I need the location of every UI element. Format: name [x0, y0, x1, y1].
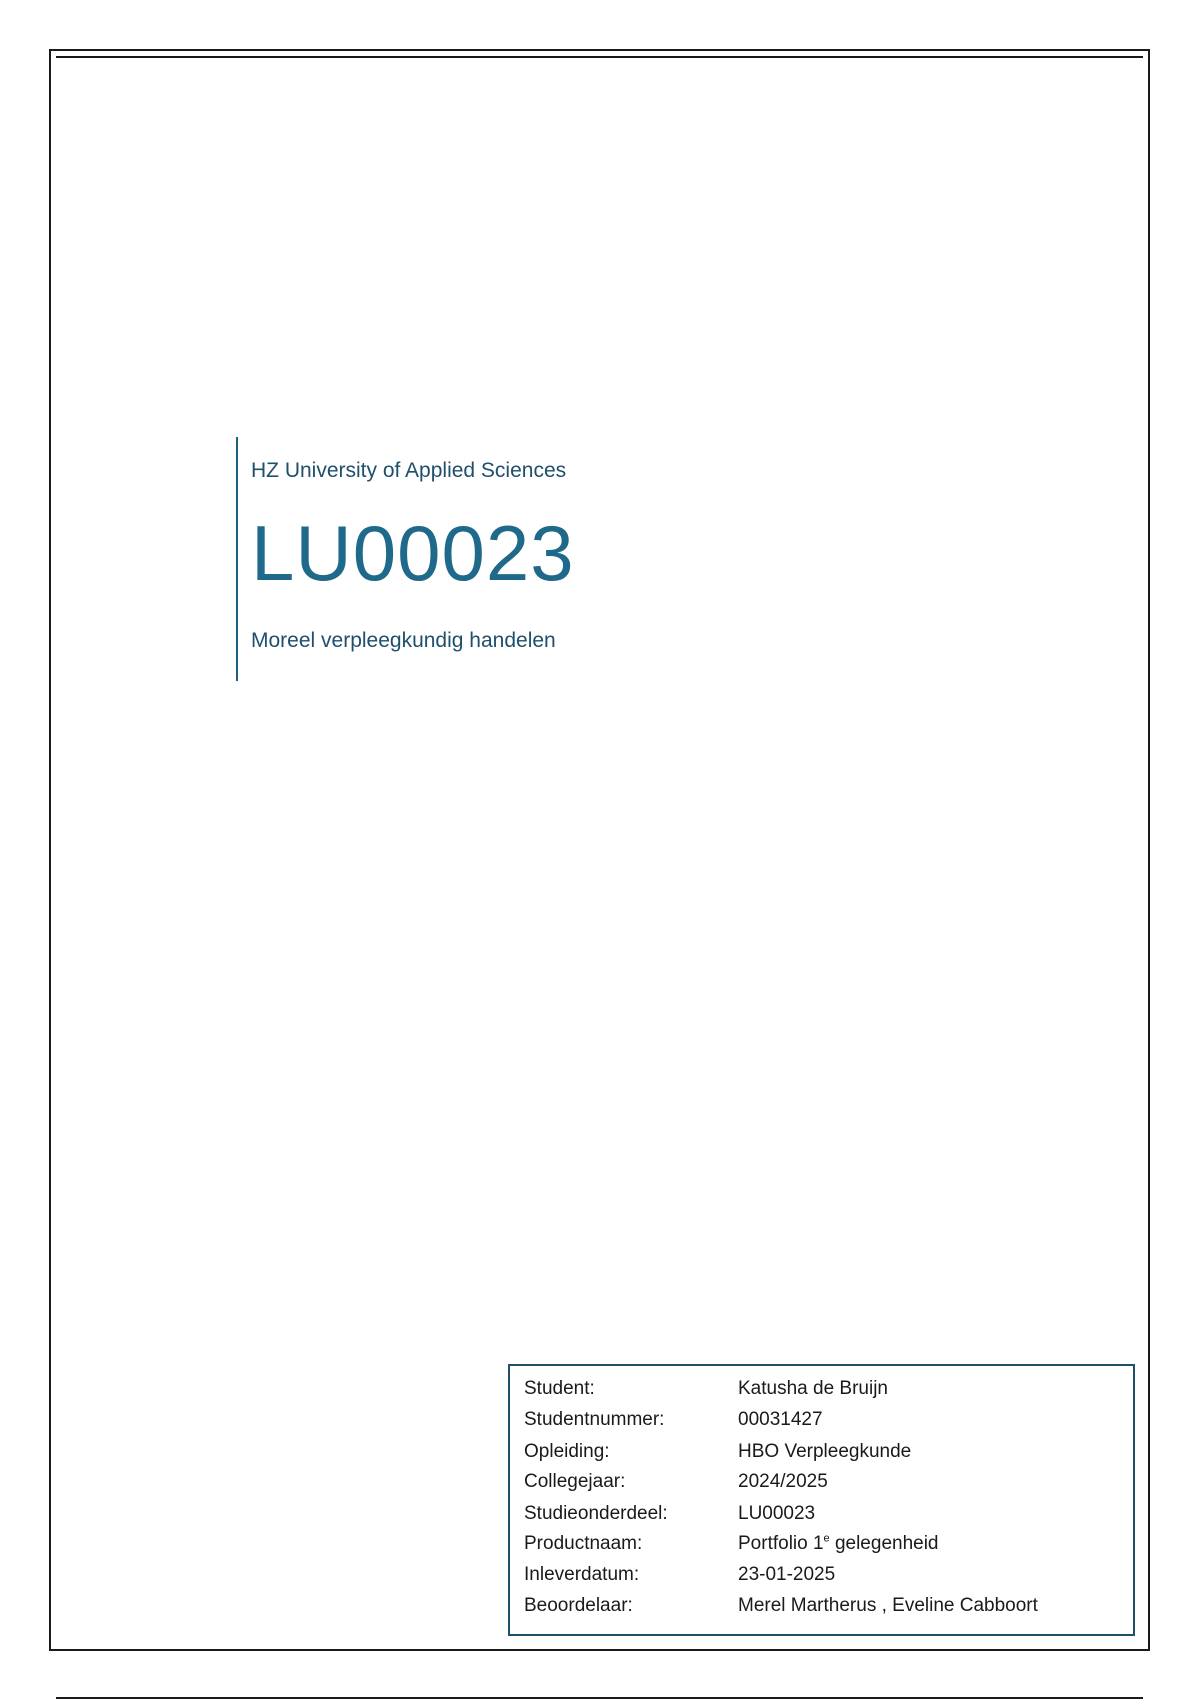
course-subtitle: Moreel verpleegkundig handelen	[251, 629, 556, 652]
info-label: Studieonderdeel:	[524, 1503, 668, 1524]
info-value: LU00023	[738, 1503, 816, 1524]
info-label: Studentnummer:	[524, 1409, 665, 1430]
info-label: Opleiding:	[524, 1441, 610, 1462]
product-name-text: Portfolio 1e gelegenheid	[738, 1533, 939, 1555]
info-label: Beoordelaar:	[524, 1595, 633, 1616]
course-code-title: LU00023	[251, 509, 575, 597]
top-rule	[56, 56, 1143, 58]
info-value: Katusha de Bruijn	[738, 1378, 888, 1399]
info-label: Student:	[524, 1378, 595, 1399]
info-value: HBO Verpleegkunde	[738, 1441, 912, 1462]
info-value: 2024/2025	[738, 1471, 828, 1492]
bottom-rule	[56, 1697, 1143, 1699]
student-info-box	[508, 1364, 1135, 1636]
info-value: 00031427	[738, 1409, 823, 1430]
info-value: Merel Martherus , Eveline Cabboort	[738, 1595, 1038, 1616]
info-value: 23-01-2025	[738, 1564, 836, 1585]
title-block	[236, 437, 575, 681]
info-value	[738, 1533, 939, 1555]
institution-name: HZ University of Applied Sciences	[251, 459, 567, 482]
info-label: Collegejaar:	[524, 1471, 626, 1492]
info-label: Productnaam:	[524, 1533, 643, 1554]
info-label: Inleverdatum:	[524, 1564, 640, 1585]
